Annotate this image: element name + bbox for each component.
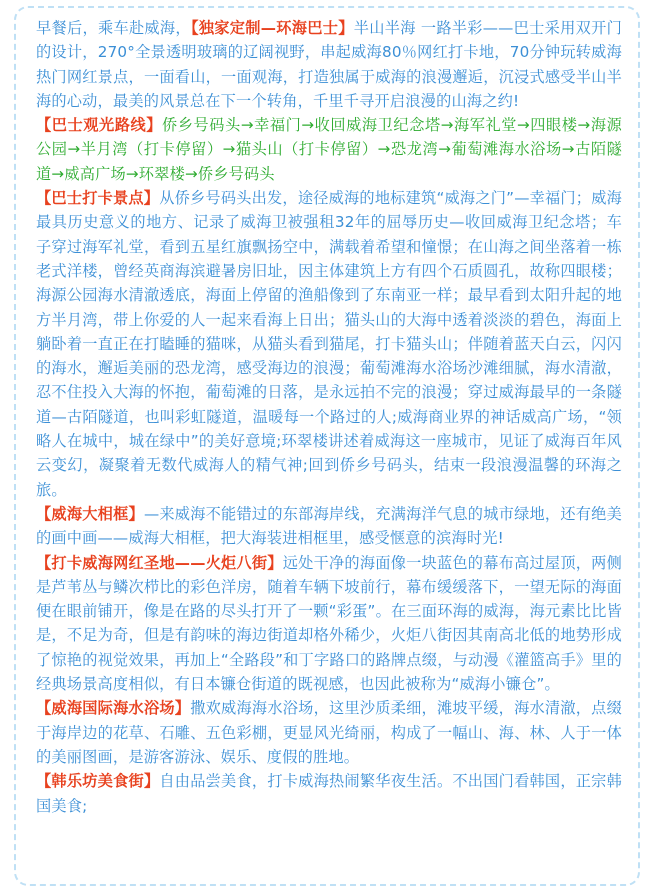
paragraph-bus-spots: [36, 186, 622, 502]
intro-text: 早餐后，乘车赴威海，: [36, 19, 191, 37]
bus-route-tag: 【巴士观光路线】: [36, 116, 163, 135]
food-street-description: 自由品尝美食，打卡威海热闹繁华夜生活。不出国门看韩国，正宗韩国美食;: [36, 772, 622, 815]
big-frame-tag: 【威海大相框】: [36, 504, 144, 523]
bus-route-text: 侨乡号码头→幸福门→收回威海卫纪念塔→海军礼堂→四眼楼→海源公园→半月湾（打卡停留）→猫头山（打卡停留）→恐龙湾→葡萄滩海水浴场→古陌隧道→威高广场→环翠楼→侨乡号码头: [36, 116, 622, 183]
paragraph-bus-route: [36, 113, 622, 186]
bus-tour-tag: 【独家定制—环海巴士】: [190, 19, 354, 37]
bus-spots-description: 从侨乡号码头出发，途径威海的地标建筑“威海之门”—幸福门；威海最具历史意义的地方、记录了威海卫被强租32年的屈辱历史—收回威海卫纪念塔；车子穿过海军礼堂，看到五星红旗飘扬空中，满载着希望和憧憬；在山海之间坐落着一栋老式洋楼，曾经英商海滨避暑房旧址，因主体建筑上方有四个石质圆孔，故称四眼楼；海源公园海水清澈透底，海面上停留的渔船像到了东南亚一样；最早看到太阳升起的地方半月湾，带上你爱的人一起来看海上日出；猫头山的大海中透着淡淡的碧色，海面上躺卧着一直正在打瞌睡的猫咪，从猫头看到猫尾，打卡猫头山；伴随着蓝天白云，闪闪的海水，邂逅美丽的恐龙湾，感受海边的浪漫；葡萄滩海水浴场沙滩细腻，海水清澈，忍不住投入大海的怀抱，葡萄滩的日落，是永远拍不完的浪漫；穿过威海最早的一条隧道—古陌隧道，也叫彩虹隧道，温暖每一个路过的人;威海商业界的神话威高广场，“领略人在城中，城在绿中”的美好意境;环翠楼讲述着威海这一座城市，见证了威海百年风云变幻，凝聚着无数代威海人的精气神;回到侨乡号码头，结束一段浪漫温馨的环海之旅。: [36, 189, 622, 499]
paragraph-big-frame: [36, 502, 622, 551]
beach-description: 撒欢威海海水浴场，这里沙质柔细，滩坡平缓，海水清澈，点缀于海岸边的花草、石雕、五色彩棚，更显风光绮丽，构成了一幅山、海、林、人于一体的美丽图画，是游客游泳、娱乐、度假的胜地。: [36, 699, 622, 766]
food-street-tag: 【韩乐坊美食街】: [36, 772, 160, 791]
paragraph-torch-street: [36, 551, 622, 697]
paragraph-beach: [36, 696, 622, 769]
beach-tag: 【威海国际海水浴场】: [36, 699, 191, 718]
paragraph-bus-intro: [36, 16, 622, 113]
torch-street-description: 远处干净的海面像一块蓝色的幕布高过屋顶，两侧是芦苇丛与鳞次栉比的彩色洋房，随着车辆下坡前行，幕布缓缓落下，一望无际的海面便在眼前铺开，像是在路的尽头打开了一颗“彩蛋”。在三面环海的威海，海元素比比皆是，不足为奇，但是有韵味的海边街道却格外稀少，火炬八街因其南高北低的地势形成了惊艳的视觉效果，再加上“全路段”和丁字路口的路牌点缀，与动漫《灌篮高手》里的经典场景高度相似，有日本镰仓街道的既视感，也因此被称为“威海小镰仓”。: [36, 553, 622, 694]
bus-spots-tag: 【巴士打卡景点】: [36, 189, 160, 208]
big-frame-description: —来威海不能错过的东部海岸线，充满海洋气息的城市绿地，还有绝美的画中画——威海大相框，把大海装进相框里，感受惬意的滨海时光!: [36, 504, 622, 548]
torch-street-tag: 【打卡威海网红圣地——火炬八街】: [36, 553, 283, 572]
paragraph-food-street: [36, 769, 622, 818]
bus-tour-description: 半山半海 一路半彩——巴士采用双开门的设计，270°全景透明玻璃的辽阔视野，串起威海80％网红打卡地，70分钟玩转威海热门网红景点，一面看山，一面观海，打造独属于威海的浪漫邂逅，沉浸式感受半山半海的心动，最美的风景总在下一个转角，千里千寻开启浪漫的山海之约!: [36, 19, 623, 110]
itinerary-content: [36, 16, 622, 818]
